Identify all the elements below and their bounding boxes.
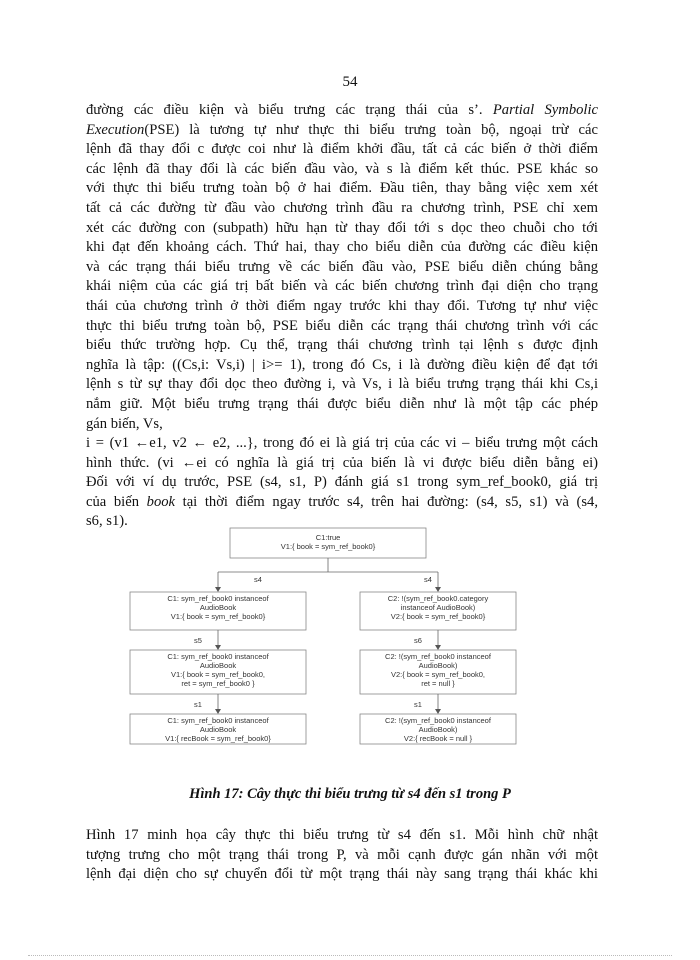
text-line: khi đạt đến khoảng cách. Thứ hai, thay cho biểu diễn của đường các điều kiện (86, 239, 598, 256)
arrow-head (215, 709, 221, 714)
paragraph-1 (86, 101, 598, 532)
edge-label: s4 (424, 575, 432, 584)
text-line: nắm giữ. Một biểu trưng trạng thái được biểu diễn như là một tập các phép (86, 395, 598, 412)
arrow-head (215, 645, 221, 650)
symbolic-execution-tree-figure (118, 524, 558, 754)
text-line: tất cả các đường từ đầu vào chương trình đầu ra chương trình, PSE chỉ xem (86, 199, 598, 216)
book-term: book (146, 493, 176, 510)
text-line: đường các điều kiện và biểu trưng các trạng thái của s’. Partial Symbolic (86, 102, 599, 118)
text-line: của biến book tại thời điểm ngay trước s4, trên hai đường: (s4, s5, s1) và (s4, (86, 493, 598, 510)
text-line: Hình 17 minh họa cây thực thi biểu trưng từ s4 đến s1. Mỗi hình chữ nhật (86, 827, 598, 843)
right-state-text: C2: !(sym_ref_book0 instanceof (385, 652, 491, 661)
text-line: lệnh đại diện cho sự chuyển đổi từ một trạng thái này sang trạng thái khác khi (86, 866, 598, 883)
left-state-text: V1:{ book = sym_ref_book0, (170, 670, 266, 679)
right-state-text: instanceof AudioBook) (400, 603, 476, 612)
left-state-text: V1:{ book = sym_ref_book0} (170, 612, 266, 621)
text-line: và các trạng thái biểu trưng về các biến đầu vào, PSE biểu diễn chúng bằng (86, 258, 598, 275)
arrow-head (435, 709, 441, 714)
right-state-text: AudioBook) (418, 661, 458, 670)
text-line: thái của chương trình ở thời điểm ngay trước khi thay đổi. Tương tự như việc (86, 297, 598, 314)
text-line: tượng trưng cho một trạng thái trong P, và mỗi cạnh được gán nhãn với một (86, 846, 598, 863)
edge-label: s1 (194, 700, 202, 709)
arrow-head (215, 587, 221, 592)
left-state-text: C1: sym_ref_book0 instanceof (167, 716, 269, 725)
text-line: khái niệm của các giá trị bất biến và các biến chương trình đại diện cho trạng (86, 278, 598, 295)
text-line: với thực thi biểu trưng toàn bộ ở hai điểm. Đầu tiên, thay bằng việc xem xét (86, 180, 598, 197)
text-line: biểu thức trường hợp. Cụ thể, trạng thái chương trình tại lệnh s được định (86, 337, 598, 354)
left-state-text: ret = sym_ref_book0 } (181, 679, 255, 688)
right-state-text: V2:{ recBook = null } (403, 734, 473, 743)
figure-caption: Hình 17: Cây thực thi biểu trưng từ s4 đến s1 trong P (189, 786, 511, 802)
edge-label: s4 (254, 575, 262, 584)
left-state-text: C1: sym_ref_book0 instanceof (167, 594, 269, 603)
page-divider (28, 955, 672, 956)
root-state-text: V1:{ book = sym_ref_book0} (280, 542, 376, 551)
text-line: các lệnh đã thay đổi là các biến đầu vào, và s là điểm kết thúc. PSE khác so (86, 160, 598, 177)
edge-label: s5 (194, 636, 202, 645)
right-state-text: C2: !(sym_ref_book0.category (387, 594, 489, 603)
text-line: Đối với ví dụ trước, PSE (s4, s1, P) đánh giá s1 trong sym_ref_book0, giá trị (86, 474, 598, 491)
left-state-text: C1: sym_ref_book0 instanceof (167, 652, 269, 661)
right-state-text: AudioBook) (418, 725, 458, 734)
text-line: nghĩa là tập: ((Cs,i: Vs,i) | i>= 1), trong đó Cs, i là đường điều kiện để đạt tới (86, 356, 598, 373)
text-line: thực thi biểu trưng toàn bộ, PSE biểu diễn các trạng thái chương trình với các (86, 317, 598, 334)
edge-label: s1 (414, 700, 422, 709)
arrow-head (435, 587, 441, 592)
text-line: s6, s1). (86, 513, 128, 530)
right-state-text: V2:{ book = sym_ref_book0} (390, 612, 486, 621)
edge-label: s6 (414, 636, 422, 645)
text-line: lệnh đã thay đổi c được coi như là điểm khởi đầu, tất cả các biến ở thời điểm (86, 141, 598, 158)
text-line: hình thức. (vi ←ei có nghĩa là giá trị của biến là vi được biểu diễn bằng ei) (86, 454, 598, 471)
right-state-text: V2:{ book = sym_ref_book0, (390, 670, 486, 679)
arrow-head (435, 645, 441, 650)
left-state-text: AudioBook (199, 603, 237, 612)
pse-term: Partial Symbolic (492, 102, 599, 118)
text-line: lệnh s từ sự thay đổi dọc theo đường i, và Vs, i là biểu trưng trạng thái khi Cs,i (86, 376, 598, 393)
text-line: gán biến, Vs, (86, 415, 163, 432)
text-line: Execution(PSE) là tương tự như thực thi biểu trưng toàn bộ, ngoại trừ các (86, 121, 598, 138)
page-number: 54 (342, 74, 358, 90)
right-state-text: ret = null } (421, 679, 455, 688)
root-state-text: C1:true (315, 533, 341, 542)
right-state-text: C2: !(sym_ref_book0 instanceof (385, 716, 491, 725)
left-state-text: AudioBook (199, 661, 237, 670)
text-line: xét các đường con (subpath) hữu hạn từ thay đổi tới s dọc theo chuỗi cho tới (86, 219, 598, 236)
left-state-text: V1:{ recBook = sym_ref_book0} (165, 734, 271, 743)
paragraph-2 (86, 826, 598, 885)
left-state-text: AudioBook (199, 725, 237, 734)
text-line: i = (v1 ←e1, v2 ← e2, ...}, trong đó ei là giá trị của các vi – biểu trưng một cách (86, 435, 598, 452)
